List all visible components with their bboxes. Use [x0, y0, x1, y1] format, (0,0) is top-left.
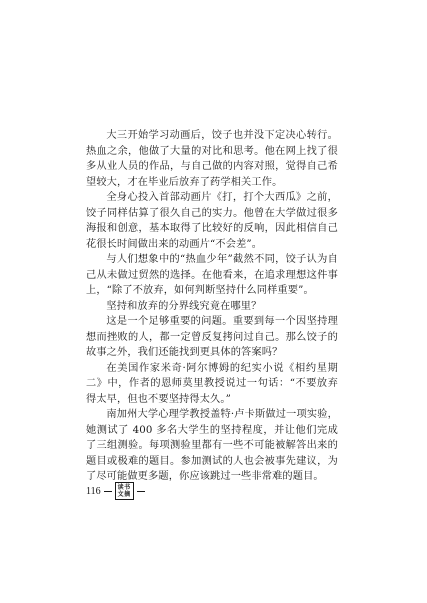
magazine-logo: [115, 482, 134, 500]
paragraph: 全身心投入首部动画片《打，打个大西瓜》之前，饺子同样估算了很久自己的实力。他曾在大学做过很多海报和创意，基本取得了比较好的反响，因此相信自己花很长时间做出来的动画片“不会差”。: [86, 192, 338, 250]
paragraph: 大三开始学习动画后，饺子也并没下定决心转行。热血之余，他做了大量的对比和思考。他在网上找了很多从业人员的作品，与自己做的内容对照，觉得自己希望较大，才在毕业后放弃了药学相关工作。: [86, 130, 338, 188]
page-footer: [86, 482, 145, 500]
logo-text-bottom: 文摘: [117, 491, 131, 498]
article-body: [86, 128, 338, 485]
page-number: 116: [86, 485, 101, 497]
divider: [137, 491, 145, 492]
paragraph: 在美国作家米奇·阿尔博姆的纪实小说《相约星期二》中，作者的恩师莫里教授说过一句话：“不要放弃得太早，但也不要坚持得太久。”: [86, 362, 338, 405]
paragraph: 坚持和放弃的分界线究竟在哪里？: [106, 300, 262, 312]
paragraph: 这是一个足够重要的问题。重要到每一个因坚持理想而挫败的人，都一定曾反复拷问过自己。那么饺子的故事之外，我们还能找到更具体的答案吗？: [86, 316, 338, 358]
paragraph: 南加州大学心理学教授盖特·卢卡斯做过一项实验，她测试了 400 多名大学生的坚持程度，并让他们完成了三组测验。每项测验里都有一些不可能被解答出来的题目或极难的题目。参加测试的人也会被事先建议，为了尽可能做更多题，你应该跳过一些非常难的题目。: [86, 409, 338, 482]
paragraph: 与人们想象中的“热血少年”截然不同，饺子认为自己从未做过贸然的选择。在他看来，在追求理想这件事上，“除了不放弃，如何判断坚持什么同样重要”。: [86, 254, 338, 296]
logo-text-top: 读书: [117, 484, 131, 491]
divider: [104, 491, 112, 492]
